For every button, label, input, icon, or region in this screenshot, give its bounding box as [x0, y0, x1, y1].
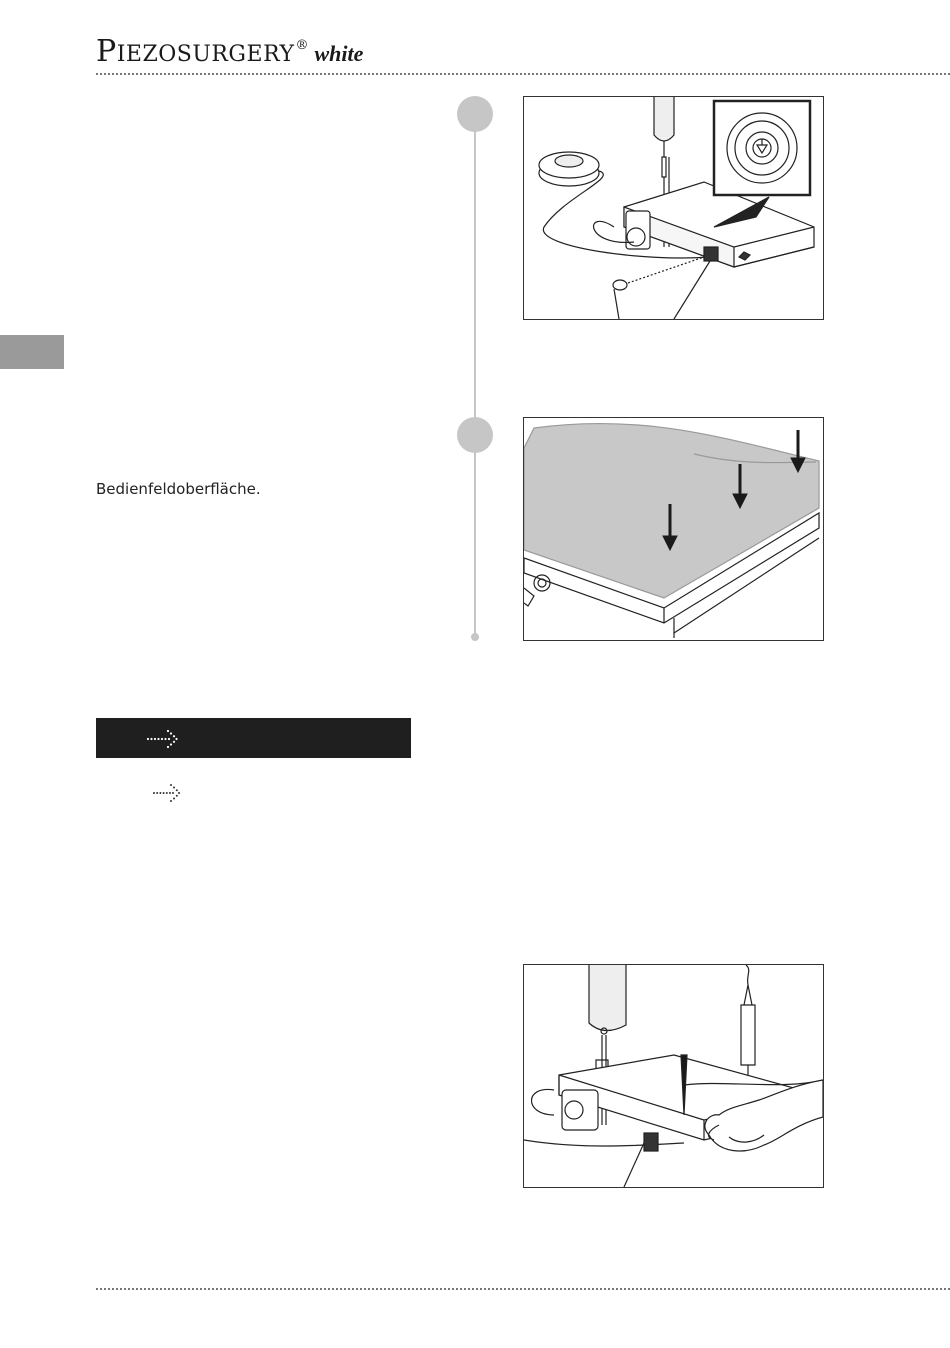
step-timeline-line	[474, 115, 476, 637]
header-divider	[96, 73, 950, 75]
chapter-tab	[0, 335, 64, 369]
body-text: Bedienfeldoberfläche.	[96, 480, 261, 498]
dotted-arrow-icon	[152, 782, 182, 804]
step-marker-1	[457, 96, 493, 132]
dotted-arrow-icon	[146, 728, 180, 750]
note-bar	[96, 718, 411, 758]
brand-logo	[96, 34, 363, 74]
step-timeline-end	[471, 633, 479, 641]
footer-divider	[96, 1288, 950, 1290]
brand-registered-mark: ®	[295, 38, 309, 53]
protective-film-illustration	[523, 417, 824, 641]
brand-suffix: white	[314, 41, 364, 66]
device-connection-illustration	[523, 96, 824, 320]
brand-name: PIEZOSURGERY	[96, 34, 295, 69]
step-marker-2	[457, 417, 493, 453]
device-operation-illustration	[523, 964, 824, 1188]
